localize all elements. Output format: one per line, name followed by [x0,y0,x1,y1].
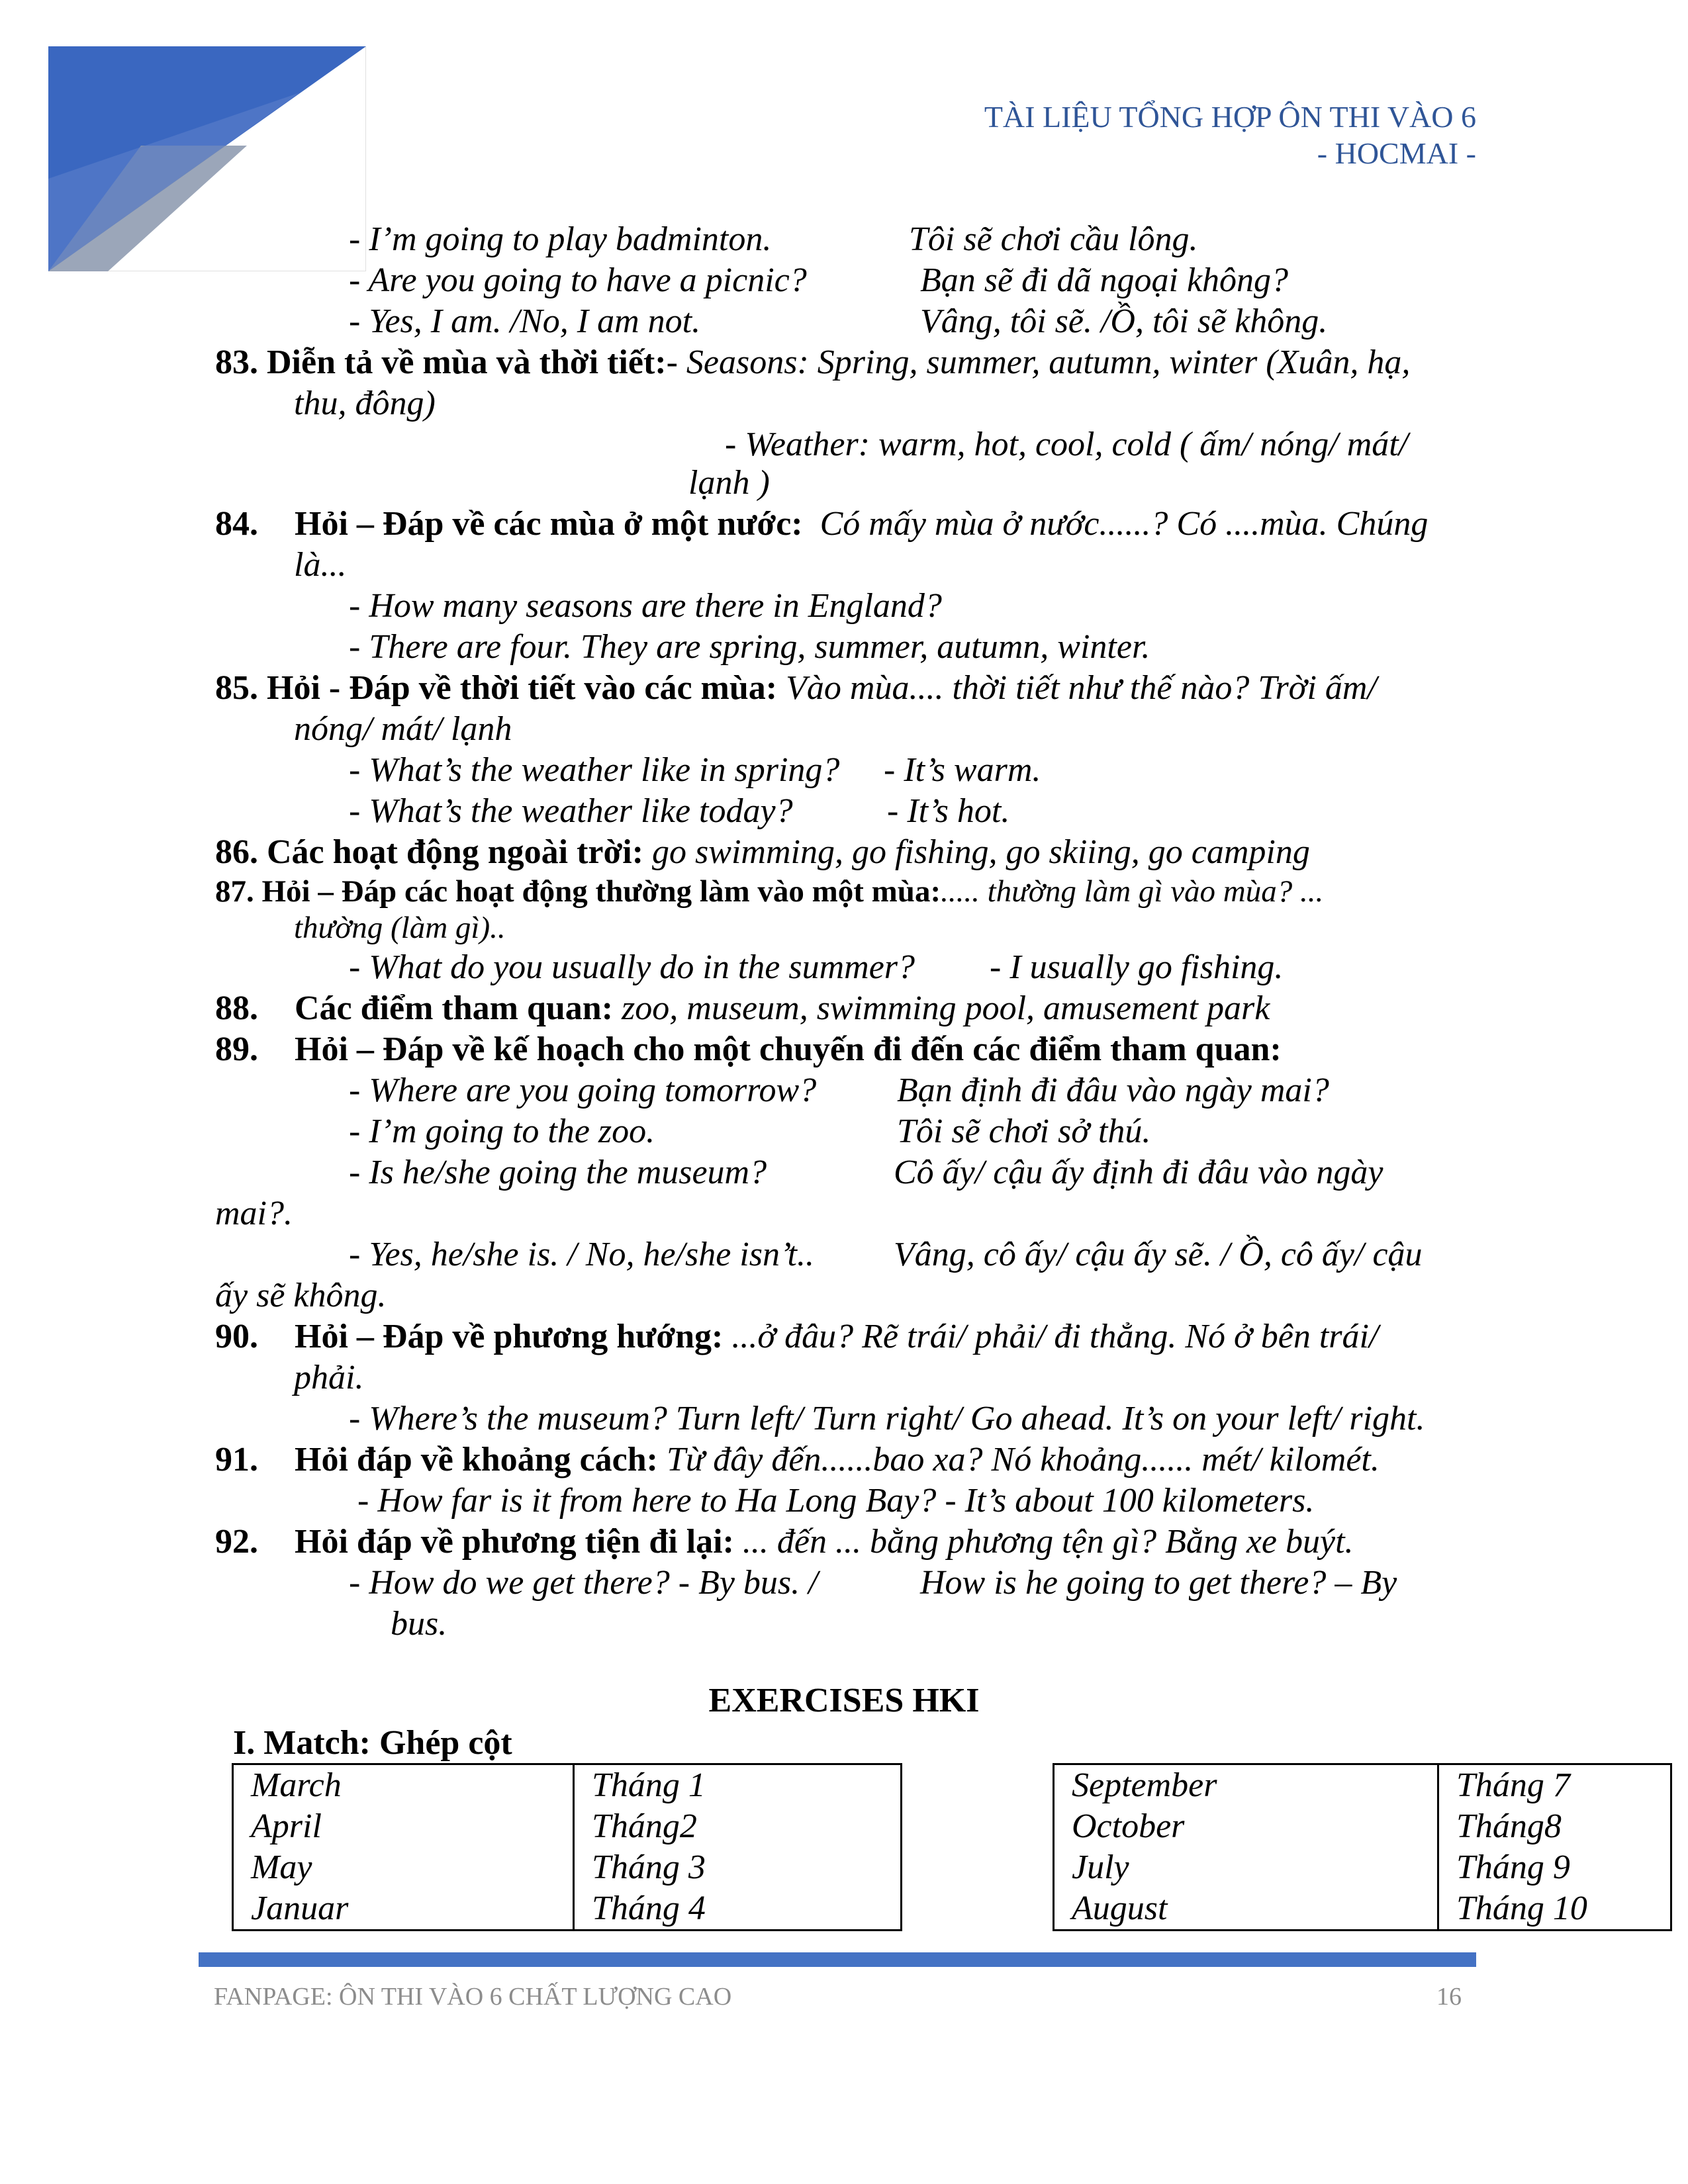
item-text: ... đến ... bằng phương tện gì? Bằng xe buýt. [742,1523,1354,1561]
item-number: 84. [215,505,258,543]
page-number: 16 [1436,1983,1462,2011]
header-subtitle: - HOCMAI - [1317,136,1476,170]
example-line: - Yes, I am. /No, I am not. [349,302,701,340]
example-answer: - It’s warm. [884,751,1041,789]
corner-decoration [48,46,366,271]
item-text-cont: thu, đông) [294,385,436,422]
table-cell: Tháng 4 [592,1889,706,1927]
item-heading: Hỏi đáp về khoảng cách: [295,1441,658,1479]
item-text: Vào mùa.... thời tiết như thế nào? Trời ấm/ [786,669,1377,707]
item-heading: Hỏi đáp về phương tiện đi lại: [295,1523,734,1561]
item-90 [215,1317,1378,1357]
table-cell: March [233,1764,574,1807]
example-line: - How many seasons are there in England? [349,587,942,625]
item-88 [215,989,1270,1028]
table-row [233,1806,902,1847]
example-line: - How far is it from here to Ha Long Bay? - It’s about 100 kilometers. [357,1482,1315,1520]
translation-line: Cô ấy/ cậu ấy định đi đâu vào ngày [894,1154,1383,1191]
item-heading: Hỏi – Đáp các hoạt động thường làm vào một mùa: [261,874,941,909]
table-cell: July [1054,1847,1438,1888]
table-cell: August [1054,1888,1438,1931]
item-heading: Hỏi – Đáp về các mùa ở một nước: [295,505,803,543]
table-row [233,1888,902,1931]
item-83 [215,343,1410,383]
item-heading: Hỏi – Đáp về kế hoạch cho một chuyến đi đến các điểm tham quan: [295,1030,1282,1068]
footer-bar [199,1952,1476,1967]
example-line: - Where are you going tomorrow? [349,1071,817,1109]
item-number: 89. [215,1030,258,1068]
table-row [1054,1847,1671,1888]
item-text: zoo, museum, swimming pool, amusement park [622,989,1270,1027]
example-line: How is he going to get there? – By [920,1564,1397,1602]
example-cont: bus. [391,1605,447,1643]
item-91 [215,1440,1380,1480]
table-cell: May [233,1847,574,1888]
translation-line: Bạn sẽ đi dã ngoại không? [920,261,1289,299]
translation-line: Bạn định đi đâu vào ngày mai? [897,1071,1329,1109]
item-text: Có mấy mùa ở nước......? Có ....mùa. Chúng [820,505,1429,543]
table-row [1054,1888,1671,1931]
table-row [233,1764,902,1807]
item-number: 92. [215,1523,258,1561]
item-number: 86. [215,833,258,871]
example-line: - What’s the weather like in spring? [349,751,840,789]
item-87 [215,872,1323,911]
item-heading: Các điểm tham quan: [295,989,614,1027]
example-line: - Where’s the museum? Turn left/ Turn right/ Go ahead. It’s on your left/ right. [349,1400,1425,1437]
translation-line: Vâng, tôi sẽ. /Ồ, tôi sẽ không. [920,302,1328,340]
item-text-cont: nóng/ mát/ lạnh [294,710,512,748]
table-cell: April [233,1806,574,1847]
match-table-1 [232,1763,902,1931]
item-heading: Diễn tả về mùa và thời tiết: [267,343,667,381]
example-line: - What’s the weather like today? [349,792,793,830]
example-line: - There are four. They are spring, summer, autumn, winter. [349,628,1150,666]
translation-line: Tôi sẽ chơi sở thú. [897,1113,1151,1150]
translation-line: Tôi sẽ chơi cầu lông. [909,220,1198,258]
example-answer: - I usually go fishing. [990,948,1284,986]
item-heading: Hỏi - Đáp về thời tiết vào các mùa: [267,669,778,707]
table-cell: Tháng 10 [1456,1889,1587,1927]
table-cell: October [1054,1806,1438,1847]
item-number: 88. [215,989,258,1027]
item-text: Từ đây đến......bao xa? Nó khoảng...... mét/ kilomét. [666,1441,1380,1479]
example-line: - I’m going to the zoo. [349,1113,655,1150]
example-line: - I’m going to play badminton. [349,220,772,258]
example-line: - What do you usually do in the summer? [349,948,915,986]
table-cell: Tháng2 [592,1807,697,1845]
table-cell: Januar [233,1888,574,1931]
item-84 [215,504,1428,544]
item-number: 85. [215,669,258,707]
item-text-cont: phải. [294,1359,364,1396]
item-heading: Hỏi – Đáp về phương hướng: [295,1318,724,1355]
example-line: - Is he/she going the museum? [349,1154,767,1191]
item-text: - Weather: warm, hot, cool, cold ( ấm/ nóng/ mát/ [725,426,1409,463]
table-cell: Tháng 3 [592,1848,706,1886]
example-line: - Yes, he/she is. / No, he/she isn’t.. [349,1236,814,1273]
example-answer: - It’s hot. [887,792,1010,830]
table-row [1054,1764,1671,1807]
exercises-title: EXERCISES HKI [708,1682,980,1719]
table-cell: Tháng 9 [1456,1848,1570,1886]
translation-cont: ấy sẽ không. [215,1277,387,1314]
item-92 [215,1522,1354,1562]
item-text: ..... thường làm gì vào mùa? ... [941,874,1324,909]
table-row [1054,1806,1671,1847]
item-text-cont: là... [294,546,347,584]
item-85 [215,668,1377,708]
item-text-cont: thường (làm gì).. [294,911,506,945]
item-number: 87. [215,874,254,909]
table-cell: September [1054,1764,1438,1807]
header-title: TÀI LIỆU TỔNG HỢP ÔN THI VÀO 6 [984,100,1476,134]
item-89 [215,1030,1282,1069]
footer-fanpage: FANPAGE: ÔN THI VÀO 6 CHẤT LƯỢNG CAO [214,1983,732,2011]
item-heading: Các hoạt động ngoài trời: [267,833,644,871]
translation-cont: mai?. [215,1195,293,1232]
item-number: 83. [215,343,258,381]
item-number: 90. [215,1318,258,1355]
item-number: 91. [215,1441,258,1479]
item-text: ...ở đâu? Rẽ trái/ phải/ đi thẳng. Nó ở bên trái/ [731,1318,1379,1355]
item-text-cont: lạnh ) [688,464,770,502]
table-cell: Tháng8 [1456,1807,1562,1845]
table-row [233,1847,902,1888]
item-text: go swimming, go fishing, go skiing, go camping [652,833,1310,871]
item-86 [215,833,1310,872]
translation-line: Vâng, cô ấy/ cậu ấy sẽ. / Ồ, cô ấy/ cậu [894,1236,1423,1273]
example-line: - Are you going to have a picnic? [349,261,807,299]
section-heading: I. Match: Ghép cột [233,1724,512,1762]
table-cell: Tháng 7 [1456,1766,1570,1804]
table-cell: Tháng 1 [592,1766,706,1804]
item-text: - Seasons: Spring, summer, autumn, winter (Xuân, hạ, [666,343,1411,381]
match-table-2 [1053,1763,1672,1931]
example-line: - How do we get there? - By bus. / [349,1564,818,1602]
